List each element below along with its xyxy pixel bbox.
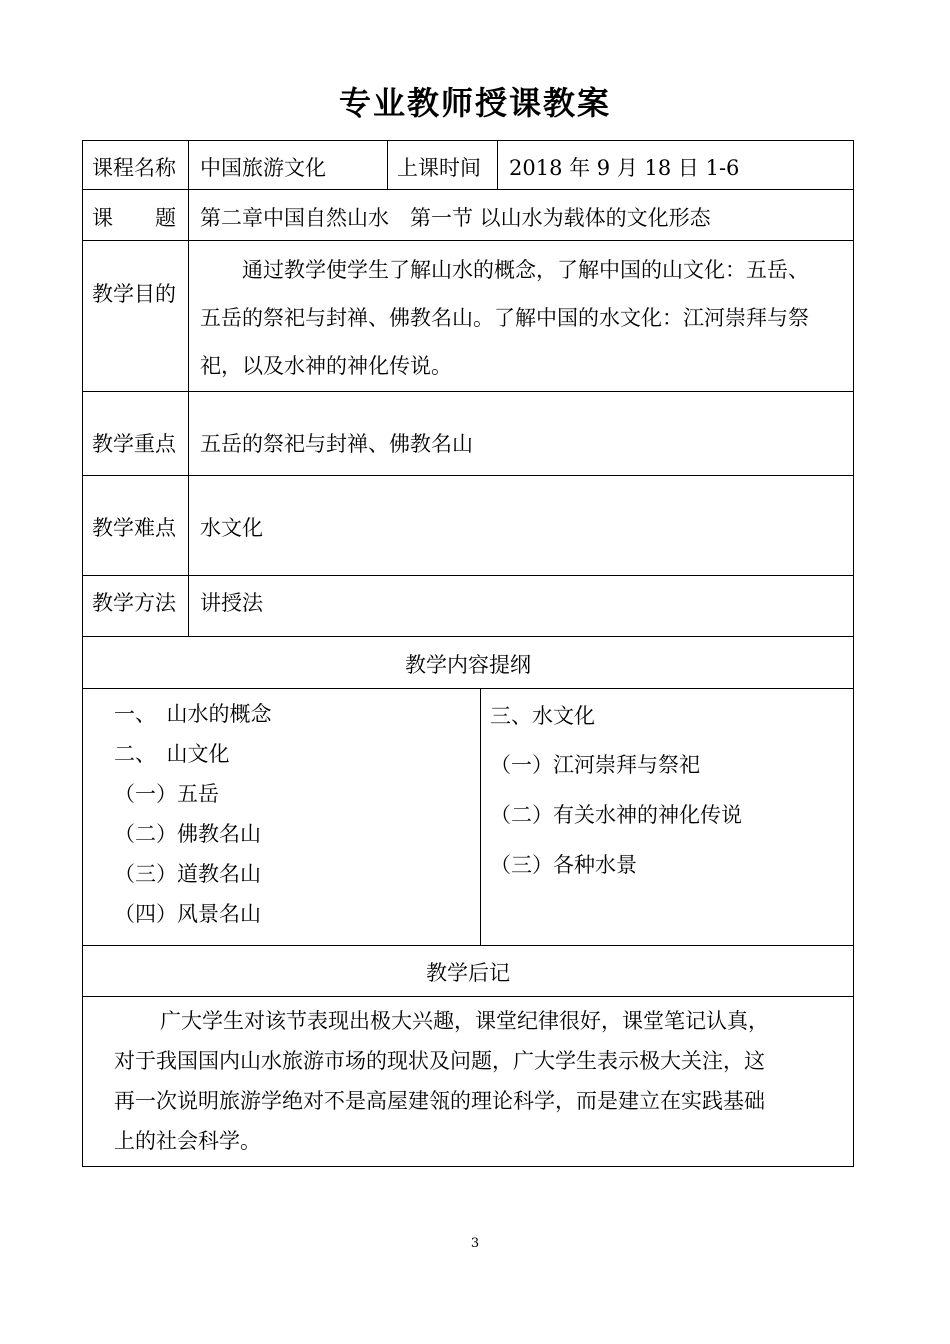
key-points-value: 五岳的祭祀与封禅、佛教名山 — [200, 432, 473, 456]
document-title: 专业教师授课教案 — [338, 84, 611, 122]
list-item: （三）道教名山 — [114, 862, 261, 886]
list-item: （三）各种水景 — [490, 853, 637, 877]
list-item: （二）有关水神的神化传说 — [490, 803, 742, 827]
list-item: 二、 山文化 — [114, 742, 230, 766]
method-label: 教学方法 — [92, 591, 176, 615]
objective-line-1: 通过教学使学生了解山水的概念，了解中国的山文化：五岳、 — [242, 258, 809, 282]
class-time-value: 2018 年 9 月 18 日 1-6 — [509, 156, 740, 180]
method-value: 讲授法 — [200, 591, 263, 615]
course-name-label: 课程名称 — [92, 156, 176, 180]
list-item: 一、 山水的概念 — [114, 702, 272, 726]
page-number: 3 — [470, 1236, 480, 1251]
objective-line-3: 祀，以及水神的神化传说。 — [200, 354, 452, 378]
objective-label: 教学目的 — [92, 282, 176, 306]
postscript-heading: 教学后记 — [426, 961, 510, 985]
list-item: 三、水文化 — [490, 704, 595, 728]
postscript-line-1: 广大学生对该节表现出极大兴趣，课堂纪律很好，课堂笔记认真， — [160, 1009, 769, 1033]
list-item: （一）江河崇拜与祭祀 — [490, 753, 700, 777]
difficulties-value: 水文化 — [200, 516, 263, 540]
list-item: （一）五岳 — [114, 782, 219, 806]
outline-heading: 教学内容提纲 — [405, 653, 531, 677]
postscript-line-2: 对于我国国内山水旅游市场的现状及问题，广大学生表示极大关注，这 — [114, 1049, 765, 1073]
objective-line-2: 五岳的祭祀与封禅、佛教名山。了解中国的水文化：江河崇拜与祭 — [200, 306, 809, 330]
list-item: （四）风景名山 — [114, 902, 261, 926]
key-points-label: 教学重点 — [92, 432, 176, 456]
postscript-line-3: 再一次说明旅游学绝对不是高屋建瓴的理论科学，而是建立在实践基础 — [114, 1089, 765, 1113]
course-name-value: 中国旅游文化 — [200, 156, 326, 180]
topic-value: 第二章中国自然山水 第一节 以山水为载体的文化形态 — [200, 206, 711, 230]
list-item: （二）佛教名山 — [114, 822, 261, 846]
topic-label: 课 题 — [92, 206, 176, 230]
difficulties-label: 教学难点 — [92, 516, 176, 540]
postscript-line-4: 上的社会科学。 — [114, 1129, 261, 1153]
class-time-label: 上课时间 — [397, 156, 481, 180]
